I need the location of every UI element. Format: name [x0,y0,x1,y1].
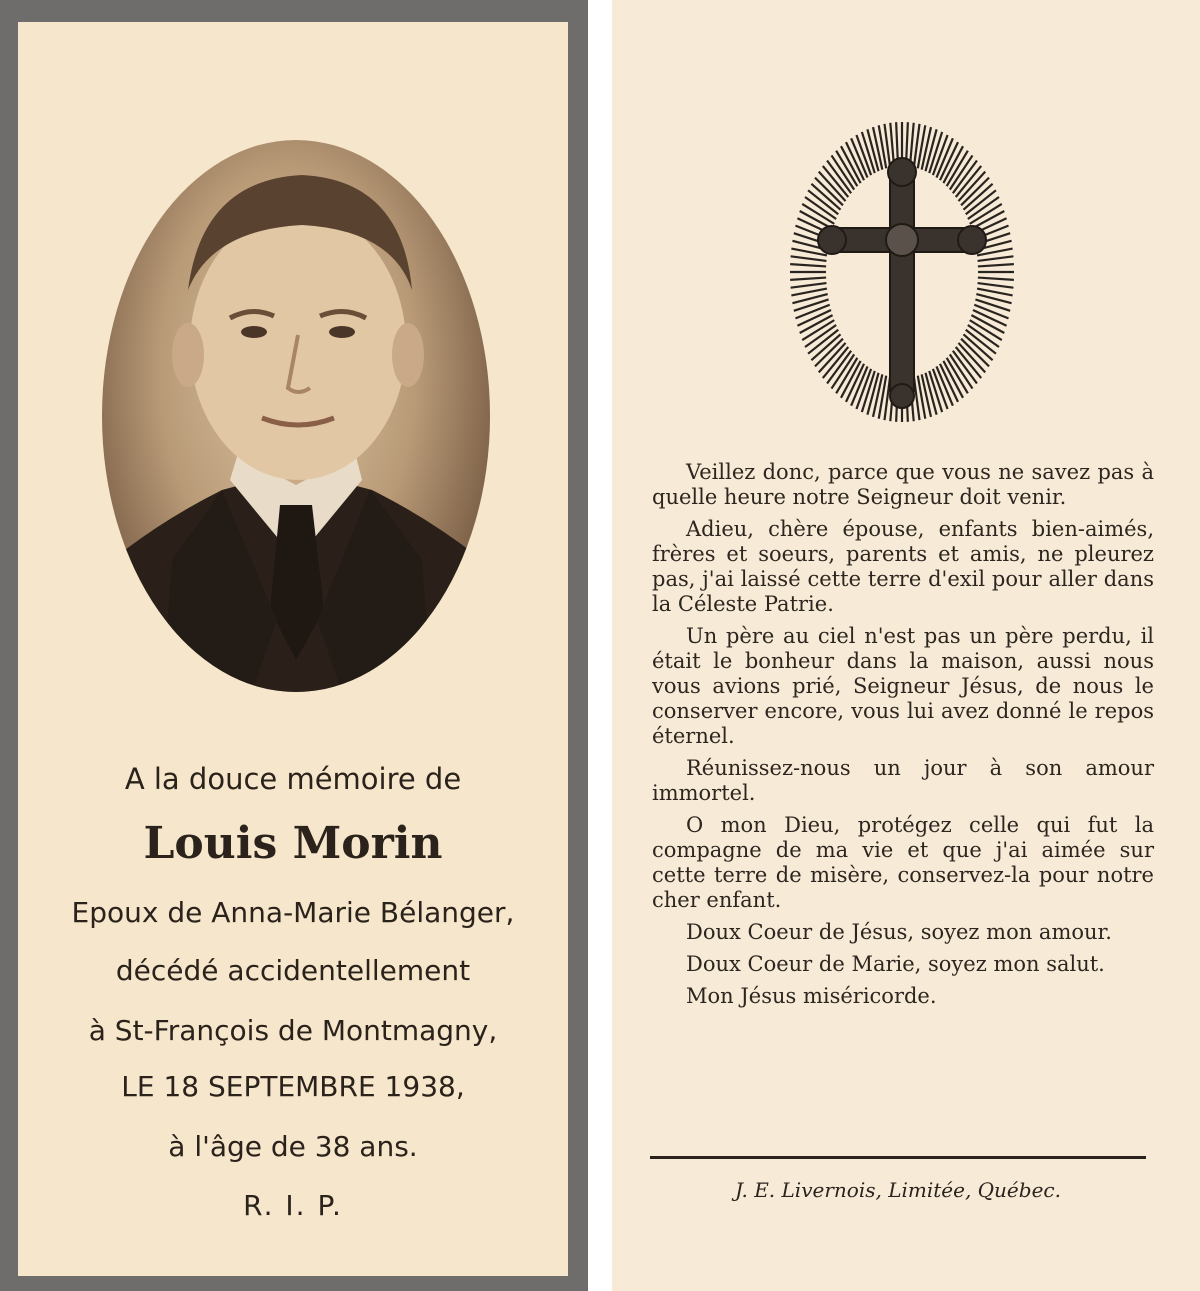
prayer-paragraph: Doux Coeur de Marie, soyez mon salut. [686,952,1105,976]
prayer-paragraph: Réunissez-nous un jour à son amour immortel. [652,756,1154,805]
prayer-paragraph: Un père au ciel n'est pas un père perdu, il était le bonheur dans la maison, aussi nous vous avions prié, Seigneur Jésus, de nous le conserver encore, vous lui avez donné le repos éternel. [652,624,1154,748]
ray-line [977,289,1013,296]
spouse-line: Epoux de Anna-Marie Bélanger, [71,896,515,929]
ray-line [790,264,826,266]
prayer-paragraph: Mon Jésus miséricorde. [686,984,937,1008]
memorial-intro: A la douce mémoire de [124,762,462,796]
ray-line [791,256,827,261]
ray-line [790,278,826,280]
portrait-photo [102,140,490,692]
prayer-paragraph: Doux Coeur de Jésus, soyez mon amour. [686,920,1112,944]
memorial-card-back [612,0,1200,1291]
ray-line [978,283,1014,288]
ray-line [791,289,827,296]
rip-line: R. I. P. [243,1189,343,1222]
ray-line [978,264,1014,266]
prayer-paragraph: Veillez donc, parce que vous ne savez pas à quelle heure notre Seigneur doit venir. [652,460,1154,509]
death-line: décédé accidentellement [115,954,471,987]
date-line: LE 18 SEPTEMBRE 1938, [121,1070,465,1103]
deceased-name: Louis Morin [143,818,443,869]
printer-credit: J. E. Livernois, Limitée, Québec. [735,1178,1061,1202]
place-line: à St-François de Montmagny, [88,1014,498,1047]
prayer-text [652,460,1154,1016]
ray-line [795,305,829,319]
age-line: à l'âge de 38 ans. [168,1130,418,1163]
prayer-paragraph: O mon Dieu, protégez celle qui fut la compagne de ma vie et que j'ai aimée sur cette terre de misère, conservez-la pour notre cher enfant. [652,813,1154,912]
ray-line [791,283,827,288]
ray-line [978,278,1014,280]
divider-rule [650,1156,1146,1159]
cross-icon [784,122,1020,438]
ray-line [974,305,1008,319]
ray-line [978,256,1014,261]
prayer-paragraph: Adieu, chère épouse, enfants bien-aimés, frères et soeurs, parents et amis, ne pleurez pas, j'ai laissé cette terre d'exil pour aller dans la Céleste Patrie. [652,517,1154,616]
